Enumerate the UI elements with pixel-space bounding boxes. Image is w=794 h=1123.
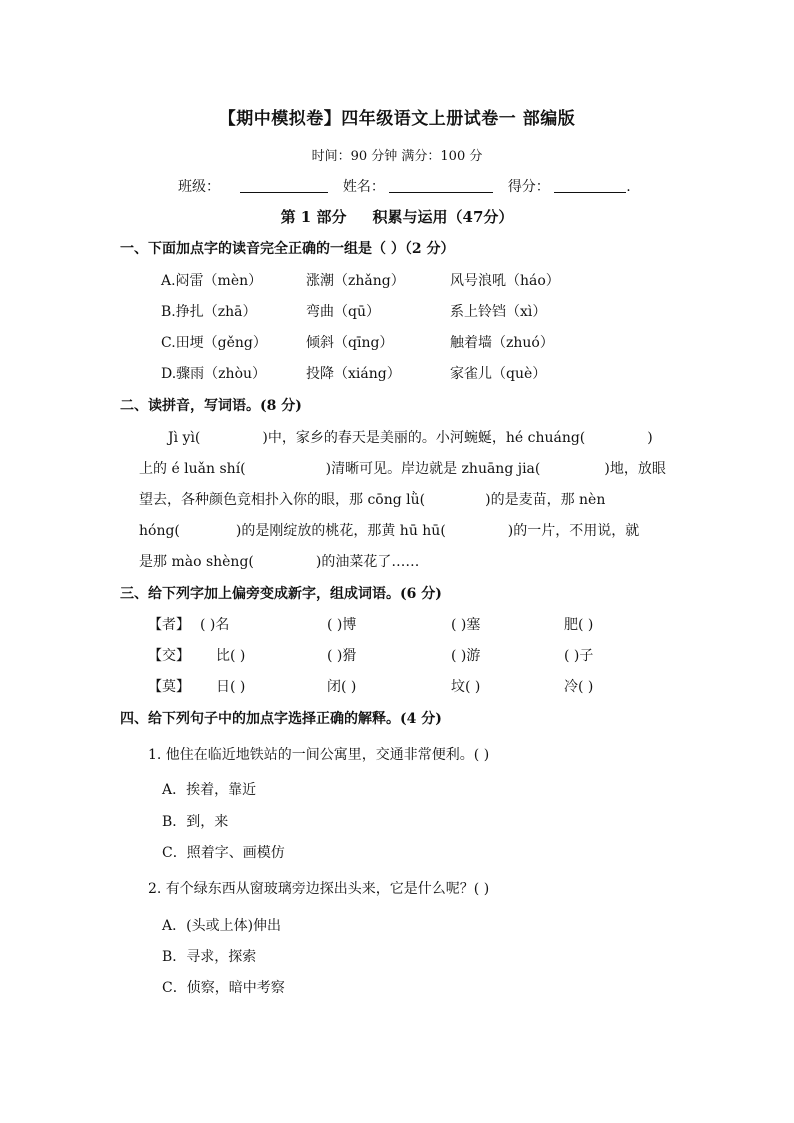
score-label: 得分：	[507, 179, 550, 195]
q2-line-3	[139, 489, 605, 509]
exam-time-score: 时间：90 分钟 满分：100 分	[311, 149, 483, 164]
q3-root-char: 【者】	[148, 617, 190, 633]
q2-text: )的是麦苗，那 nèn	[485, 492, 606, 508]
q1-option: 投降（xiáng）	[306, 366, 401, 382]
q1-option: 倾斜（qīng）	[306, 335, 394, 351]
class-blank[interactable]	[240, 178, 328, 193]
q2-text: )的一片，不用说，就	[507, 523, 640, 539]
q3-blank-item[interactable]: ( )猾	[327, 648, 357, 664]
q2-text: 是那 mào shèng(	[139, 554, 254, 570]
q4-choice-option[interactable]: A．挨着，靠近	[162, 782, 257, 798]
q1-option: 风号浪吼（háo）	[450, 273, 560, 289]
q2-text: Jì yì(	[168, 430, 201, 446]
q3-blank-item[interactable]: 坟( )	[451, 679, 481, 695]
q3-root-char: 【莫】	[148, 679, 190, 695]
q3-stem: 三、给下列字加上偏旁变成新字，组成词语。(6 分)	[120, 586, 442, 602]
q3-blank-item[interactable]: ( )游	[451, 648, 481, 664]
q1-option: 弯曲（qū）	[306, 304, 380, 320]
q2-text: )中，家乡的春天是美丽的。小河蜿蜒，hé chuáng(	[262, 430, 586, 446]
q1-option: 家雀儿（què）	[450, 366, 547, 382]
q3-root-char: 【交】	[148, 648, 190, 664]
name-label: 姓名：	[342, 179, 385, 195]
q2-line-2	[139, 458, 666, 478]
q1-option: 系上铃铛（xì）	[450, 304, 547, 320]
q4-stem: 四、给下列句子中的加点字选择正确的解释。(4 分)	[120, 711, 442, 727]
q1-option: B.挣扎（zhā）	[161, 304, 257, 320]
score-end-mark: .	[626, 179, 631, 195]
q3-blank-item[interactable]: ( )子	[564, 648, 594, 664]
q4-sentence-1: 1. 他住在临近地铁站的一间公寓里，交通非常便利。( )	[148, 747, 490, 763]
q1-stem: 一、下面加点字的读音完全正确的一组是（ ）（2 分）	[120, 241, 455, 257]
q2-text: )地，放眼	[604, 461, 666, 477]
q2-stem: 二、读拼音，写词语。(8 分)	[120, 398, 302, 414]
exam-title: 【期中模拟卷】四年级语文上册试卷一 部编版	[218, 109, 576, 129]
q2-text: 上的 é luǎn shí(	[139, 461, 246, 477]
q3-blank-item[interactable]: 冷( )	[564, 679, 594, 695]
q3-blank-item[interactable]: 闭( )	[327, 679, 357, 695]
class-label: 班级：	[178, 179, 220, 195]
q4-choice-option[interactable]: C．侦察，暗中考察	[162, 980, 285, 996]
student-info-row	[178, 176, 631, 196]
q3-blank-item[interactable]: 日( )	[216, 679, 246, 695]
q4-choice-option[interactable]: B．寻求，探索	[162, 949, 257, 965]
q2-text: )的油菜花了……	[315, 554, 420, 570]
q3-blank-item[interactable]: 比( )	[216, 648, 246, 664]
q4-choice-option[interactable]: A．(头或上体)伸出	[162, 918, 282, 934]
q3-blank-item[interactable]: ( )名	[200, 617, 230, 633]
q1-option: 触着墙（zhuó）	[450, 335, 554, 351]
score-blank[interactable]	[554, 178, 626, 193]
q2-line-5	[139, 551, 419, 571]
name-blank[interactable]	[389, 178, 493, 193]
q2-text: 望去，各种颜色竞相扑入你的眼，那 cōng lǜ(	[139, 492, 426, 508]
q4-choice-option[interactable]: B．到，来	[162, 814, 229, 830]
q2-text: )的是刚绽放的桃花，那黄 hū hū(	[235, 523, 446, 539]
q4-sentence-2: 2. 有个绿东西从窗玻璃旁边探出头来，它是什么呢？( )	[148, 881, 490, 897]
q3-blank-item[interactable]: 肥( )	[564, 617, 594, 633]
part1-heading: 第 1 部分 积累与运用（47分）	[280, 208, 514, 226]
q2-text: )	[647, 430, 653, 446]
q2-text: )清晰可见。岸边就是 zhuāng jia(	[325, 461, 541, 477]
q1-option: C.田埂（gěng）	[161, 335, 267, 351]
q2-line-4	[139, 520, 639, 540]
q2-line-1	[168, 427, 653, 447]
q2-text: hóng(	[139, 523, 180, 539]
q4-choice-option[interactable]: C．照着字、画模仿	[162, 845, 285, 861]
q1-option: A.闷雷（mèn）	[161, 273, 263, 289]
q1-option: 涨潮（zhǎng）	[306, 273, 405, 289]
q3-blank-item[interactable]: ( )博	[327, 617, 357, 633]
q3-blank-item[interactable]: ( )塞	[451, 617, 481, 633]
q1-option: D.骤雨（zhòu）	[161, 366, 267, 382]
